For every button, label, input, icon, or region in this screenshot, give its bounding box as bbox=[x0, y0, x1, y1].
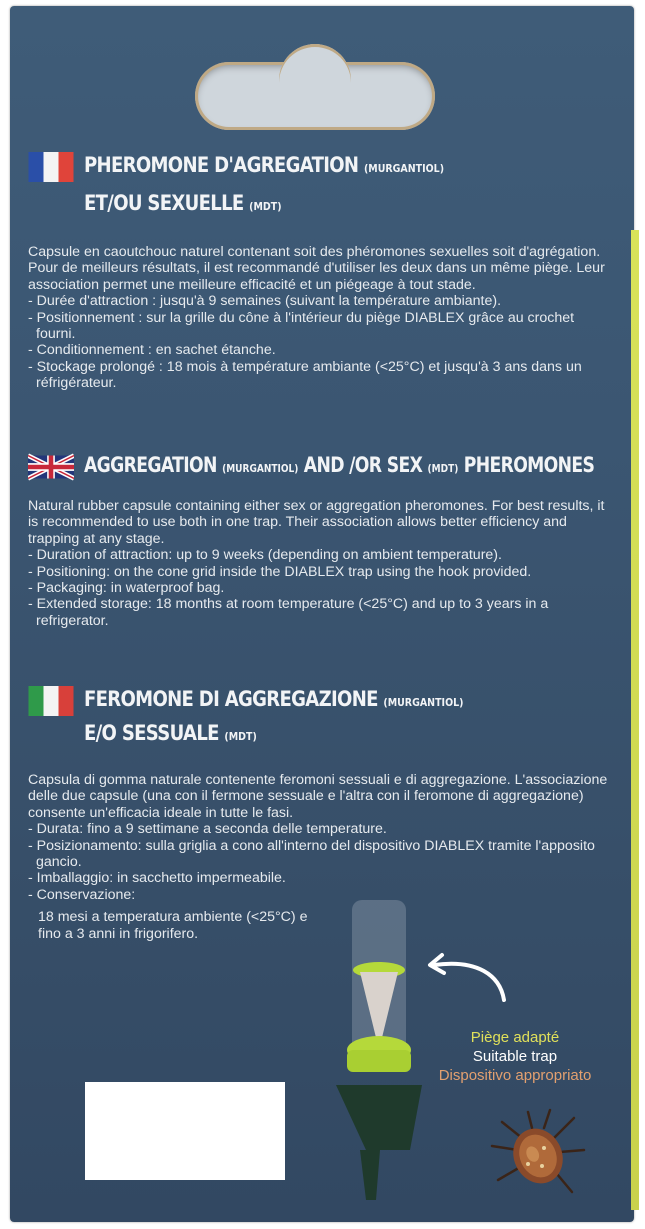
list-item: - Conservazione: bbox=[28, 886, 136, 903]
fr-body bbox=[28, 244, 608, 392]
list-item: - Positionnement : sur la grille du cône à l'intérieur du piège DIABLEX grâce au crochet fourni. bbox=[28, 309, 575, 343]
trap-labels bbox=[410, 1028, 620, 1085]
list-item: - Conditionnement : en sachet étanche. bbox=[28, 342, 276, 359]
list-item: - Positioning: on the cone grid inside the DIABLEX trap using the hook provided. bbox=[28, 563, 532, 580]
white-label-box bbox=[85, 1082, 285, 1180]
it-intro: Capsula di gomma naturale contenente feromoni sessuali e di aggregazione. L'associazione delle due capsule (una con il fermone sessuale e l'altra con il feromone di aggregazione) consente un'efficacia ideale in tutte le fasi. bbox=[28, 772, 608, 821]
it-storage-detail: 18 mesi a temperatura ambiente (<25°C) e fino a 3 anni in frigorifero. bbox=[38, 909, 308, 942]
list-item: - Durata: fino a 9 settimane a seconda delle temperature. bbox=[28, 821, 387, 838]
fr-intro: Capsule en caoutchouc naturel contenant soit des phéromones sexuelles soit d'agrégation. Pour de meilleurs résultats, il est recommandé d'utiliser les deux dans un même piège. Leur association permet une meilleure efficacité et un piégeage à tout stade. bbox=[28, 244, 605, 293]
en-intro: Natural rubber capsule containing either sex or aggregation pheromones. For best results, it is recommended to use both in one trap. Their association allows better efficiency and trapping at any stage. bbox=[28, 498, 605, 547]
en-list bbox=[28, 547, 608, 629]
fr-heading bbox=[28, 150, 608, 222]
trap-label-fr: Piège adapté bbox=[470, 1029, 560, 1046]
france-flag-icon bbox=[28, 152, 74, 182]
yellow-trap-edge bbox=[631, 230, 639, 1210]
list-item: - Stockage prolongé : 18 mois à température ambiante (<25°C) et jusqu'à 3 ans dans un réfrigérateur. bbox=[28, 358, 582, 392]
stink-bug-icon bbox=[488, 1108, 588, 1200]
en-heading bbox=[28, 450, 608, 484]
fr-list bbox=[28, 293, 608, 391]
it-body bbox=[28, 772, 608, 942]
list-item: - Extended storage: 18 months at room temperature (<25°C) and up to 3 years in a refrigerator. bbox=[28, 596, 549, 629]
it-title-line2: E/O SESSUALE (MDT) bbox=[84, 721, 257, 745]
hang-hole bbox=[195, 62, 435, 130]
section-english bbox=[28, 450, 608, 629]
trap-label-en: Suitable trap bbox=[472, 1048, 558, 1065]
uk-flag-icon bbox=[28, 452, 74, 482]
curved-arrow-icon bbox=[422, 945, 512, 1005]
fr-title-line2: ET/OU SEXUELLE (MDT) bbox=[84, 191, 282, 215]
en-body bbox=[28, 498, 608, 629]
it-title-line1: FEROMONE DI AGGREGAZIONE (MURGANTIOL) bbox=[84, 687, 464, 711]
trap-label-it: Dispositivo appropriato bbox=[438, 1067, 592, 1084]
list-item: - Imballaggio: in sacchetto impermeabile. bbox=[28, 870, 286, 887]
list-item: - Packaging: in waterproof bag. bbox=[28, 580, 225, 597]
list-item: - Durée d'attraction : jusqu'à 9 semaines (suivant la température ambiante). bbox=[28, 293, 502, 310]
en-title: AGGREGATION (MURGANTIOL) AND /OR SEX (MDT) PHEROMONES bbox=[84, 453, 595, 477]
section-italian bbox=[28, 684, 608, 942]
list-item: - Duration of attraction: up to 9 weeks (depending on ambient temperature). bbox=[28, 547, 502, 564]
fr-title-line1: PHEROMONE D'AGREGATION (MURGANTIOL) bbox=[84, 153, 445, 177]
section-french bbox=[28, 150, 608, 392]
italy-flag-icon bbox=[28, 686, 74, 716]
it-list bbox=[28, 821, 608, 903]
it-heading bbox=[28, 684, 608, 752]
list-item: - Posizionamento: sulla griglia a cono all'interno del dispositivo DIABLEX tramite l'apposito gancio. bbox=[28, 837, 595, 871]
